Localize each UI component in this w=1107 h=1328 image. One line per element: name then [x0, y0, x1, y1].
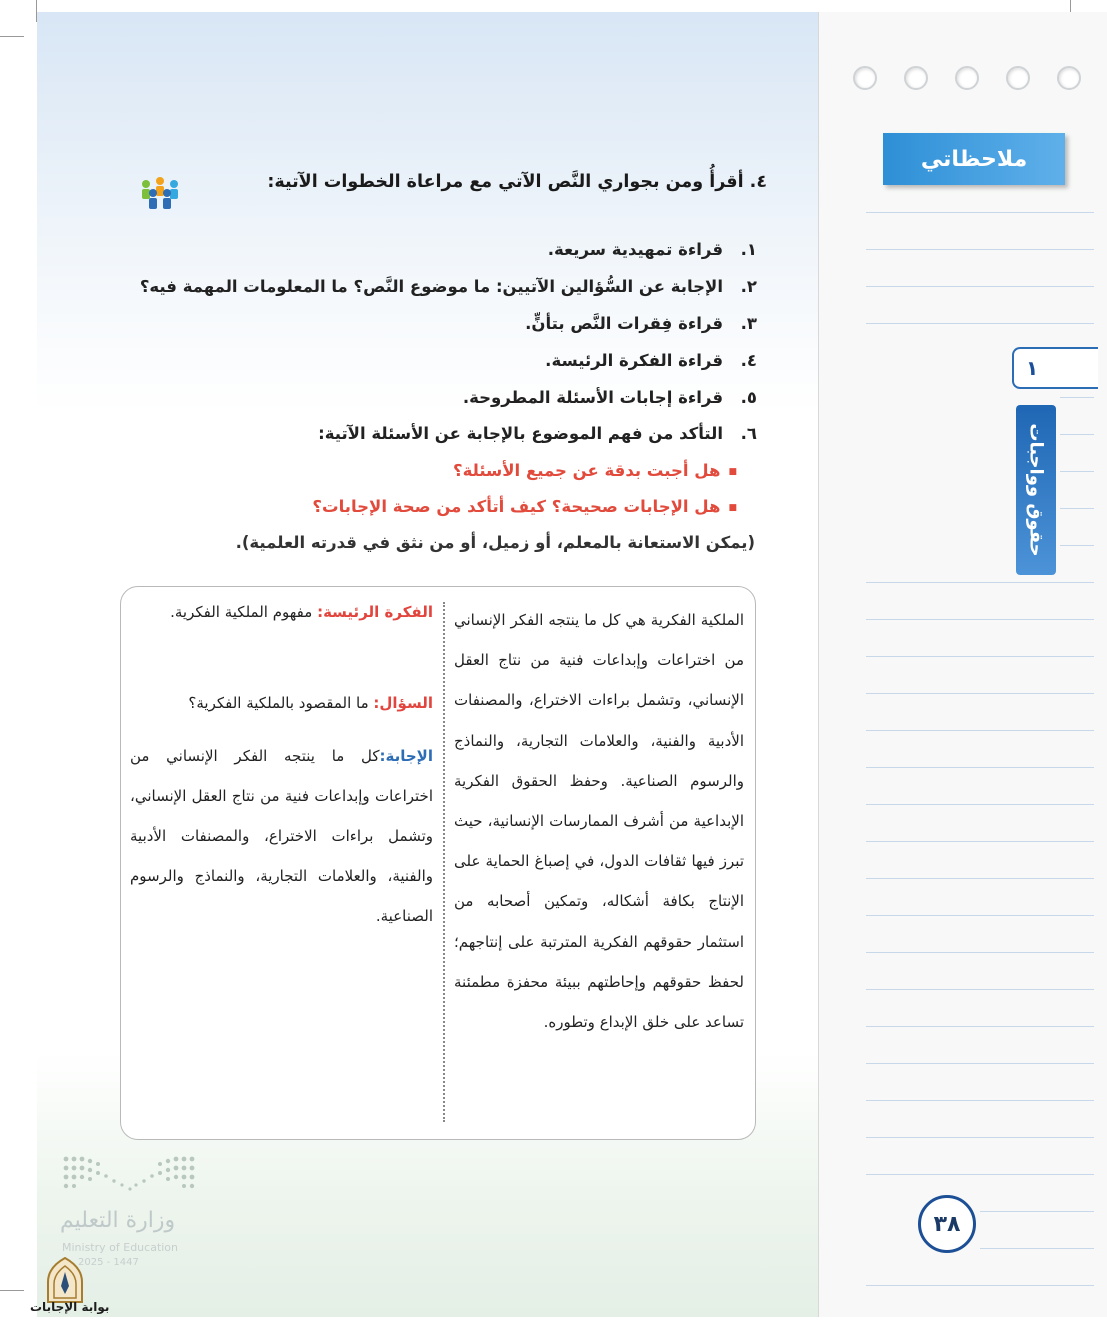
edition-year: 2025 - 1447: [78, 1257, 139, 1268]
notes-line: [866, 249, 1094, 250]
watermark-logo-icon: [44, 1256, 86, 1304]
activity-title: ٤. أقرأُ ومن بجواري النَّص الآتي مع مراعاة الخطوات الآتية:: [267, 172, 767, 192]
answer-text: كل ما ينتجه الفكر الإنساني من اختراعات وإبداعات فنية من نتاج العقل الإنساني، وتشمل براءات الاختراع، والمصنفات الأدبية والفنية، والعلامات التجارية، والنماذج والرسوم الصناعية.: [130, 747, 433, 925]
notes-line: [866, 693, 1094, 694]
notes-line: [866, 1100, 1094, 1101]
notes-line: [866, 1285, 1094, 1286]
notes-line: [866, 804, 1094, 805]
column-divider: [443, 602, 445, 1122]
reading-passage: الملكية الفكرية هي كل ما ينتجه الفكر الإنساني من اختراعات وإبداعات فنية من نتاج العقل الإنساني، وتشمل براءات الاختراع، والمصنفات الأدبية والفنية، والعلامات التجارية، والنماذج والرسوم الصناعية. وحفظ الحقوق الفكرية الإبداعية من أشرف الممارسات الإنسانية، حيث تبرز فيها ثقافات الدول، في إصباغ الحماية على الإنتاج بكافة أشكاله، وتمكين أصحابه من استثمار حقوقهم الفكرية المترتبة على إنتاجهم؛ لحفظ حقوقهم وإحاطتهم ببيئة محفزة مطمئنة تساعد على خلق الإبداع وتطوره.: [454, 611, 744, 1032]
notes-line: [866, 952, 1094, 953]
main-idea-text: مفهوم الملكية الفكرية.: [170, 603, 318, 621]
watermark-text: بوابة الإجابات: [30, 1300, 110, 1314]
binder-hole: [955, 66, 979, 90]
notes-line: [866, 619, 1094, 620]
step-item: ١.قراءة تمهيدية سريعة.: [547, 240, 757, 259]
notes-panel: [818, 12, 1107, 1317]
question-label: السؤال:: [373, 694, 433, 712]
question-text: ما المقصود بالملكية الفكرية؟: [188, 694, 374, 712]
question: [130, 683, 433, 723]
notes-line: [866, 915, 1094, 916]
crop-mark: [0, 36, 24, 37]
chapter-title: حقوق وواجبات: [1025, 423, 1047, 557]
chapter-title-tab: [1016, 405, 1056, 575]
binder-hole: [1057, 66, 1081, 90]
notes-line: [866, 767, 1094, 768]
notes-line: [866, 1137, 1094, 1138]
notes-line: [866, 989, 1094, 990]
ministry-name-arabic: وزارة التعليم: [60, 1208, 176, 1233]
step-item: ٤.قراءة الفكرة الرئيسة.: [545, 351, 757, 370]
notes-line: [866, 582, 1094, 583]
ministry-name-english: Ministry of Education: [62, 1241, 179, 1254]
notes-line: [866, 730, 1094, 731]
notes-line: [1060, 545, 1094, 546]
binder-hole: [1006, 66, 1030, 90]
page-number: ٣٨: [918, 1195, 976, 1253]
notes-line: [1060, 434, 1094, 435]
group-work-icon: [138, 176, 182, 210]
notes-line: [980, 1211, 1094, 1212]
notes-line: [866, 1063, 1094, 1064]
chapter-number: ١: [1012, 347, 1098, 389]
notes-line: [866, 286, 1094, 287]
answer: [130, 736, 433, 936]
notes-line: [866, 656, 1094, 657]
notes-line: [1060, 471, 1094, 472]
help-note: (يمكن الاستعانة بالمعلم، أو زميل، أو من نثق في قدرته العلمية).: [235, 533, 755, 552]
binder-hole: [904, 66, 928, 90]
step-item: ٣.قراءة فِقرات النَّص بتأنٍّ.: [525, 314, 757, 333]
notes-line: [866, 323, 1094, 324]
notes-line: [866, 212, 1094, 213]
notes-line: [866, 1174, 1094, 1175]
binder-hole: [853, 66, 877, 90]
main-idea-label: الفكرة الرئيسة:: [317, 603, 433, 621]
ministry-logo-icon: [62, 1155, 196, 1195]
main-idea: [130, 592, 433, 632]
step-item: ٥.قراءة إجابات الأسئلة المطروحة.: [462, 388, 757, 407]
crop-mark: [0, 1290, 24, 1291]
step-item: ٦.التأكد من فهم الموضوع بالإجابة عن الأسئلة الآتية:: [318, 424, 757, 443]
notes-line: [1060, 397, 1094, 398]
notes-line: [866, 878, 1094, 879]
check-question: ■ هل الإجابات صحيحة؟ كيف أتأكد من صحة الإجابات؟: [312, 497, 737, 516]
notes-title: ملاحظاتي: [883, 133, 1065, 185]
answer-label: الإجابة:: [379, 747, 433, 765]
check-question: ■ هل أجبت بدقة عن جميع الأسئلة؟: [453, 461, 737, 480]
notes-line: [980, 1248, 1094, 1249]
notes-line: [1060, 508, 1094, 509]
notes-line: [866, 841, 1094, 842]
notes-line: [866, 1026, 1094, 1027]
step-item: ٢.الإجابة عن السُّؤالين الآتيين: ما موضوع النَّص؟ ما المعلومات المهمة فيه؟: [139, 277, 757, 296]
